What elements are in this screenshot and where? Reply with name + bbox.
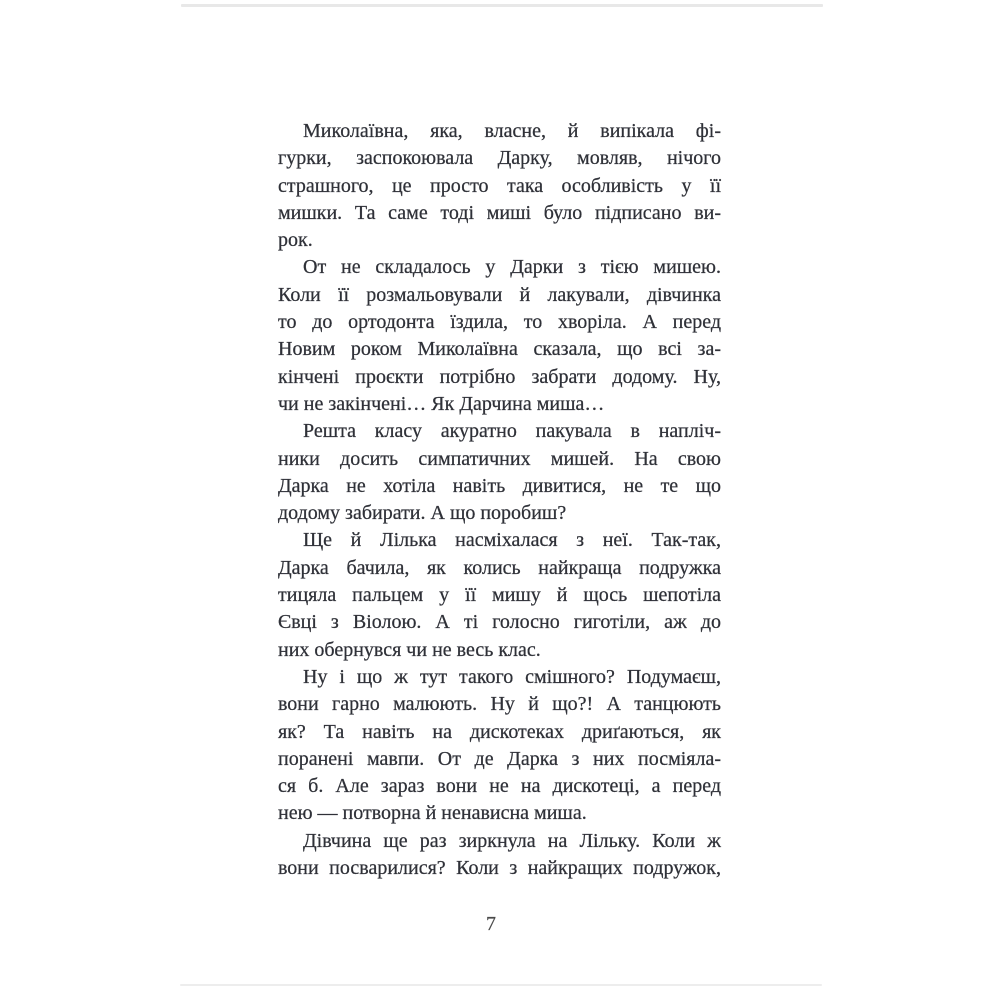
text-line: додому забирати. А що поробиш? xyxy=(278,502,567,525)
text-line: Ну і що ж тут такого смішного? Подумаєш, xyxy=(303,665,721,688)
text-line: кінчені проєкти потрібно забрати додому. Ну, xyxy=(278,365,721,388)
text-line: страшного, це просто така особливість у її xyxy=(278,174,721,197)
page-text xyxy=(278,118,721,882)
text-line: Євці з Віолою. А ті голосно гиготіли, аж до xyxy=(278,611,721,634)
paragraph xyxy=(278,118,721,254)
paragraph xyxy=(278,254,721,418)
paragraph xyxy=(278,418,721,527)
text-line: Решта класу акуратно пакувала в напліч- xyxy=(303,420,721,443)
text-line: як? Та навіть на дискотеках дриґаються, як xyxy=(278,720,721,743)
text-line: них обернувся чи не весь клас. xyxy=(278,638,541,661)
text-line: ся б. Але зараз вони не на дискотеці, а перед xyxy=(278,775,721,798)
paragraph xyxy=(278,828,721,883)
text-line: нею — потворна й ненависна миша. xyxy=(278,802,587,825)
text-line: гурки, заспокоювала Дарку, мовляв, нічого xyxy=(278,147,721,170)
paragraph xyxy=(278,527,721,663)
paragraph xyxy=(278,664,721,828)
text-line: Миколаївна, яка, власне, й випікала фі- xyxy=(303,120,721,142)
text-line: мишки. Та саме тоді миші було підписано ви- xyxy=(278,201,721,224)
text-line: Ще й Лілька насміхалася з неї. Так-так, xyxy=(303,529,721,552)
page-number: 7 xyxy=(486,913,496,935)
text-line: вони посварилися? Коли з найкращих подружок, xyxy=(278,857,721,880)
text-line: вони гарно малюють. Ну й що?! А танцюють xyxy=(278,693,721,716)
text-line: Дівчина ще раз зиркнула на Лільку. Коли ж xyxy=(303,829,721,852)
bottom-divider xyxy=(180,984,822,986)
text-line: поранені мавпи. От де Дарка з них посміяла- xyxy=(278,747,721,770)
text-line: то до ортодонта їздила, то хворіла. А перед xyxy=(278,311,721,334)
text-line: рок. xyxy=(278,229,313,252)
text-line: тицяла пальцем у її мишу й щось шепотіла xyxy=(278,584,721,607)
text-line: Дарка не хотіла навіть дивитися, не те що xyxy=(278,474,721,497)
text-line: ники досить симпатичних мишей. На свою xyxy=(278,447,721,470)
top-divider xyxy=(181,4,823,7)
text-line: Дарка бачила, як колись найкраща подружка xyxy=(278,556,721,579)
text-line: Новим роком Миколаївна сказала, що всі за- xyxy=(278,338,721,361)
text-line: Коли її розмальовували й лакували, дівчинка xyxy=(278,283,721,306)
text-line: чи не закінчені… Як Дарчина миша… xyxy=(278,392,605,415)
text-line: От не складалось у Дарки з тією мишею. xyxy=(303,256,721,279)
